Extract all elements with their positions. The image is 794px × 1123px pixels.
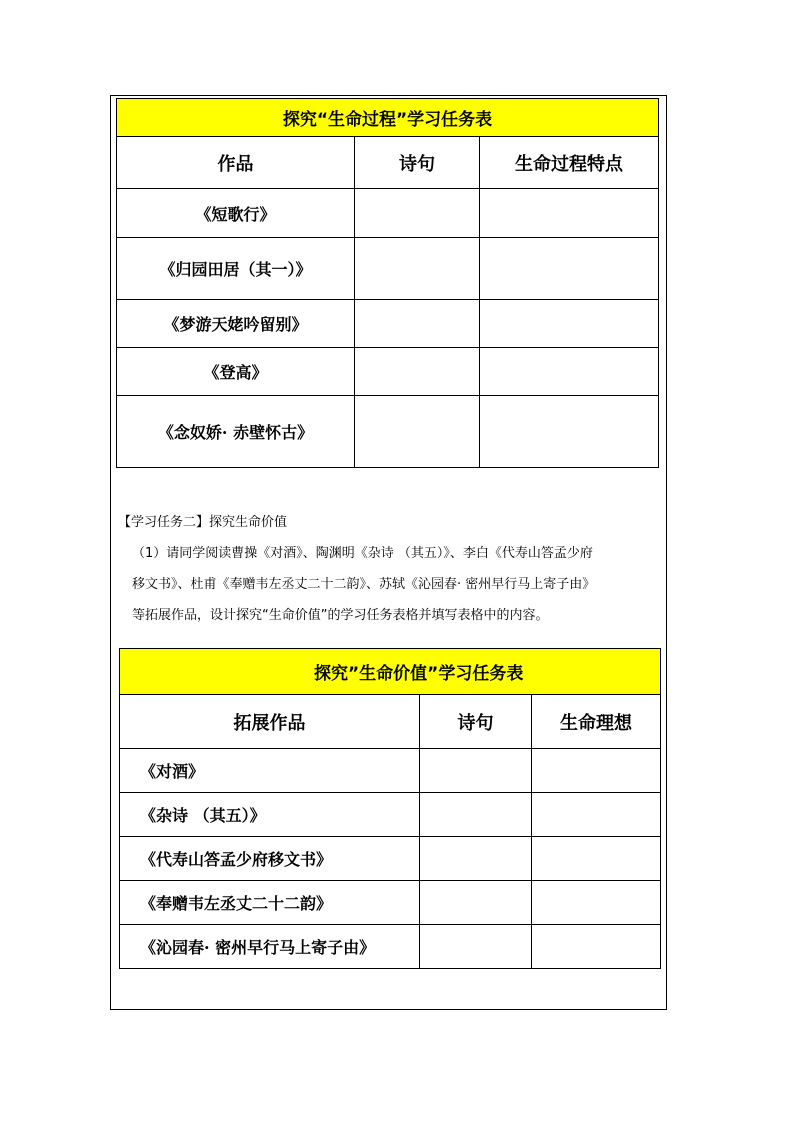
verse-cell[interactable]: [355, 396, 480, 468]
verse-cell[interactable]: [420, 925, 532, 969]
table-row: [117, 238, 659, 300]
table-title: 探究”生命价值”学习任务表: [120, 649, 661, 695]
ideal-cell[interactable]: [532, 881, 661, 925]
table-row: [117, 189, 659, 238]
learning-task-two: [118, 507, 663, 631]
work-title-cell: 《短歌行》: [117, 189, 355, 238]
work-title-cell: 《代寿山答孟少府移文书》: [120, 837, 420, 881]
ideal-cell[interactable]: [532, 925, 661, 969]
ideal-cell[interactable]: [532, 793, 661, 837]
table-row: [120, 837, 661, 881]
verse-cell[interactable]: [420, 793, 532, 837]
column-header-work: 作品: [117, 137, 355, 189]
table-row: [120, 881, 661, 925]
table-row: [117, 396, 659, 468]
feature-cell[interactable]: [480, 300, 659, 348]
work-title-cell: 《奉赠韦左丞丈二十二韵》: [120, 881, 420, 925]
verse-cell[interactable]: [355, 238, 480, 300]
verse-cell[interactable]: [420, 749, 532, 793]
task-heading: 【学习任务二】探究生命价值: [118, 515, 288, 530]
table-title: 探究“生命过程”学习任务表: [117, 99, 659, 137]
verse-cell[interactable]: [355, 348, 480, 396]
ideal-cell[interactable]: [532, 749, 661, 793]
column-header-verse: 诗句: [355, 137, 480, 189]
table-row: [120, 925, 661, 969]
table-row: [117, 300, 659, 348]
task-text-line: （1）请同学阅读曹操《对酒》、陶渊明《杂诗 （其五）》、李白《代寿山答孟少府: [132, 546, 593, 561]
verse-cell[interactable]: [355, 300, 480, 348]
work-title-cell: 《沁园春· 密州早行马上寄子由》: [120, 925, 420, 969]
ideal-cell[interactable]: [532, 837, 661, 881]
table-row: [117, 348, 659, 396]
life-value-task-table: [119, 648, 661, 969]
verse-cell[interactable]: [420, 837, 532, 881]
column-header-verse: 诗句: [420, 695, 532, 749]
work-title-cell: 《梦游天姥吟留别》: [117, 300, 355, 348]
column-header-ideal: 生命理想: [532, 695, 661, 749]
task-text-line: 等拓展作品，设计探究“生命价值”的学习任务表格并填写表格中的内容。: [132, 608, 549, 623]
work-title-cell: 《登高》: [117, 348, 355, 396]
task-text-line: 移文书》、杜甫《奉赠韦左丞丈二十二韵》、苏轼《沁园春· 密州早行马上寄子由》: [132, 577, 596, 592]
life-process-task-table: [116, 98, 659, 468]
table-row: [120, 749, 661, 793]
feature-cell[interactable]: [480, 348, 659, 396]
feature-cell[interactable]: [480, 396, 659, 468]
work-title-cell: 《杂诗 （其五）》: [120, 793, 420, 837]
column-header-feature: 生命过程特点: [480, 137, 659, 189]
verse-cell[interactable]: [420, 881, 532, 925]
feature-cell[interactable]: [480, 189, 659, 238]
verse-cell[interactable]: [355, 189, 480, 238]
table-row: [120, 793, 661, 837]
work-title-cell: 《念奴娇· 赤壁怀古》: [117, 396, 355, 468]
work-title-cell: 《对酒》: [120, 749, 420, 793]
work-title-cell: 《归园田居（其一）》: [117, 238, 355, 300]
feature-cell[interactable]: [480, 238, 659, 300]
column-header-work: 拓展作品: [120, 695, 420, 749]
